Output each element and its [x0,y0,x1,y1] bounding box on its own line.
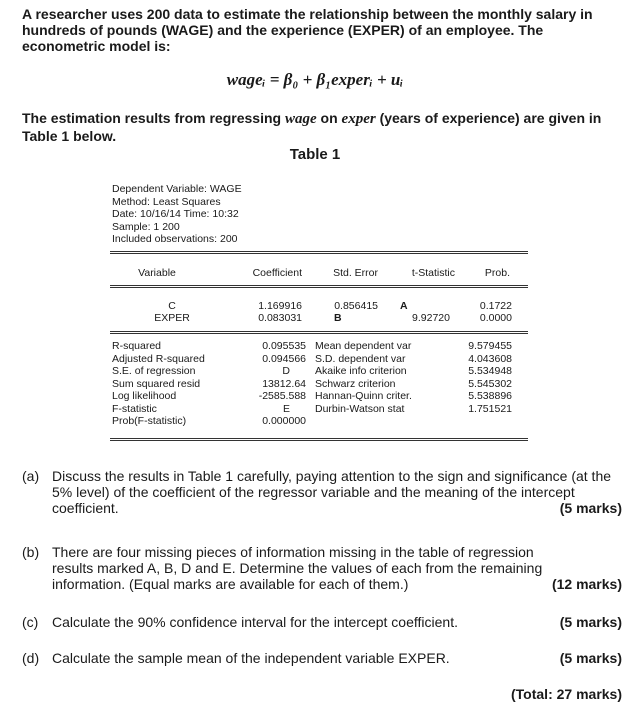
question-c [22,614,622,634]
question-marks: (12 marks) [551,576,622,592]
stat-value: 0.094566 [262,352,306,365]
stat-label: S.E. of regression [112,365,196,377]
col-header-t-statistic: t-Statistic [411,267,455,279]
question-label: (c) [22,614,39,630]
stat-value: E [282,402,290,415]
stats-left-values [240,340,306,428]
question-text [52,468,612,516]
stat-label: Prob(F-statistic) [112,415,187,427]
row-exper-prob: 0.0000 [479,312,512,324]
question-text [52,544,572,592]
stat-value: 5.538896 [468,390,512,402]
stat-label: Durbin-Watson stat [315,402,405,415]
meta-line: Date: 10/16/14 Time: 10:32 [112,208,239,220]
table-rule [110,438,528,439]
col-header-prob: Prob. [484,267,510,279]
row-c-variable: C [168,300,176,312]
meta-line: Dependent Variable: WAGE [112,183,242,195]
stat-label: Schwarz criterion [315,377,396,390]
stat-value: 5.534948 [468,365,512,377]
stat-value: 0.000000 [262,415,306,427]
stat-label: Akaike info criterion [315,365,407,377]
results-wage-term: wage [284,111,317,127]
stat-value: 5.545302 [468,377,512,390]
results-exper-term: exper [341,111,376,127]
question-d-text: Calculate the sample mean of the independent variable EXPER. [52,650,450,666]
intro-paragraph: A researcher uses 200 data to estimate the relationship between the monthly salary in hundreds of pounds (WAGE) and the experience (EXPER) of an employee. The econometric model is: [22,6,593,54]
question-d [22,650,622,670]
stat-label: F-statistic [112,402,157,415]
stat-label: Mean dependent var [315,340,412,352]
results-text: (years of experience) are given in Table 1 below. [22,110,602,144]
question-c-text: Calculate the 90% confidence interval for the intercept coefficient. [52,614,458,630]
stats-left-labels [112,340,242,428]
question-marks: (5 marks) [559,614,622,630]
question-label: (a) [22,468,40,484]
stat-label: R-squared [112,340,162,352]
question-a [22,468,622,524]
stat-label: Adjusted R-squared [112,352,205,365]
question-b [22,544,622,600]
stats-right-labels [315,340,445,415]
stat-value: 0.095535 [262,340,306,352]
table-rule [110,331,528,332]
row-exper-coefficient: 0.083031 [258,312,302,324]
table-title: Table 1 [289,146,341,163]
row-exper-std-error: B [334,312,342,324]
table-rule [110,251,528,252]
stat-label: S.D. dependent var [315,352,406,365]
col-header-variable: Variable [138,267,176,279]
table-rule [110,440,528,441]
row-exper-t-statistic: 9.92720 [412,312,450,324]
table-rule [110,333,528,334]
results-paragraph [22,110,622,145]
table-rule [110,285,528,286]
stat-value: D [282,365,290,377]
meta-line: Method: Least Squares [112,195,221,208]
stat-value: 13812.64 [262,377,306,390]
table-rule [110,253,528,254]
stat-value: 4.043608 [468,352,512,365]
stat-label: Log likelihood [112,390,177,402]
question-marks: (5 marks) [559,650,622,666]
col-header-std-error: Std. Error [333,267,378,279]
stat-value: 9.579455 [468,340,512,352]
regression-meta [112,183,242,246]
row-exper-variable: EXPER [154,312,190,324]
stats-right-values [450,340,512,415]
results-text: The estimation results from regressing [22,110,285,126]
meta-line: Included observations: 200 [112,233,238,245]
question-b-text: There are four missing pieces of information missing in the table of regression results marked A, B, D and E. Determine the values of each from the remaining information. (Equal marks are available for each of them.) [52,544,543,592]
row-c-t-statistic: A [400,300,408,312]
stat-label: Hannan-Quinn criter. [315,390,412,402]
stat-label: Sum squared resid [112,377,201,390]
stat-value: -2585.588 [258,390,306,402]
col-header-coefficient: Coefficient [252,267,302,279]
row-c-coefficient: 1.169916 [258,300,302,312]
row-c-std-error: 0.856415 [334,300,378,312]
question-a-text: Discuss the results in Table 1 carefully, paying attention to the sign and significance (at the 5% level) of the coefficient of the regressor variable and the meaning of the intercept coefficient. [52,468,612,516]
question-label: (d) [22,650,40,666]
row-c-prob: 0.1722 [479,300,512,312]
total-marks: (Total: 27 marks) [511,686,622,702]
stat-value: 1.751521 [468,402,512,415]
results-text: on [316,110,342,126]
model-equation: wageᵢ = β₀ + β₁experᵢ + uᵢ [226,70,404,89]
question-label: (b) [22,544,40,560]
question-marks: (5 marks) [559,500,622,516]
question-text [52,614,612,630]
table-rule [110,287,528,288]
meta-line: Sample: 1 200 [112,220,180,233]
question-text [52,650,612,666]
